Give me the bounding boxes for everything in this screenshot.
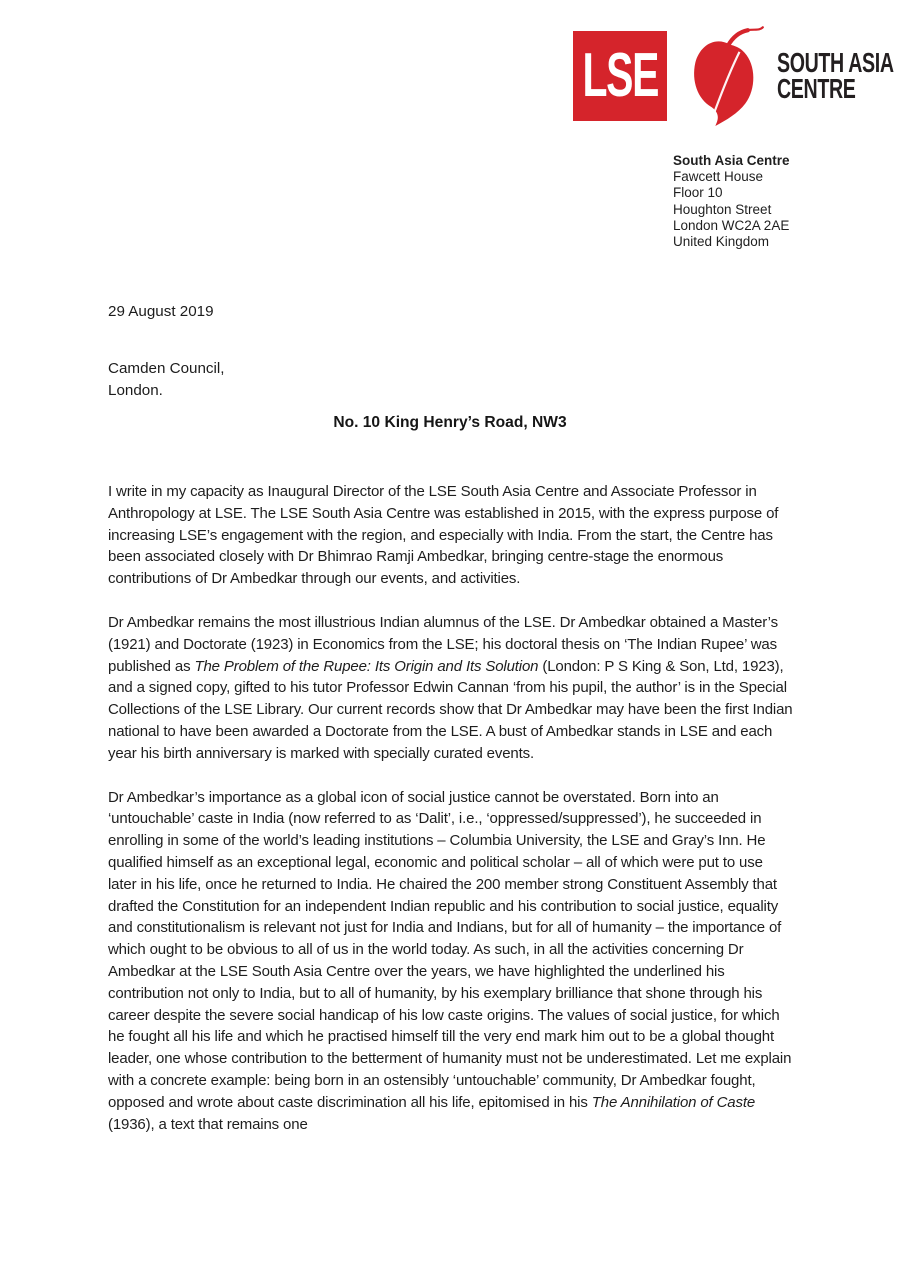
- recipient-line: Camden Council,: [108, 360, 225, 377]
- letter-body: [108, 481, 795, 1157]
- subject-line: No. 10 King Henry’s Road, NW3: [333, 414, 567, 431]
- sender-address-line: Floor 10: [673, 185, 723, 201]
- book-title-italic: The Annihilation of Caste: [591, 1093, 756, 1111]
- lse-logo-text: LSE: [582, 41, 658, 110]
- wordmark-line-2: CENTRE: [777, 73, 856, 104]
- sender-address-line: United Kingdom: [673, 234, 770, 250]
- recipient-line: London.: [108, 382, 163, 399]
- paragraph-text: (London: P S King & Son, Ltd, 1923), and a signed copy, gifted to his tutor Professor Edwin Cannan ‘from his pupil, the author’ is in the Special Collections of the LSE Library. Our current records show that Dr Ambedkar may have been the first Indian national to have been awarded a Doctorate from the LSE. A bust of Ambedkar stands in LSE and each year his birth anniversary is marked with specially curated events.: [108, 657, 793, 762]
- paragraph-text: Dr Ambedkar’s importance as a global icon of social justice cannot be overstated. Born into an ‘untouchable’ caste in India (now referred to as ‘Dalit’, i.e., ‘oppressed/suppressed’), he succeeded in enrolling in some of the world’s leading institutions – Columbia University, the LSE and Gray’s Inn. He qualified himself as an exceptional legal, economic and political scholar – all of which were put to use later in his life, once he returned to India. He chaired the 200 member strong Constituent Assembly that drafted the Constitution for an independent Indian republic and his contribution to social justice, equality and constitutionalism is relevant not just for India and Indians, but for all of humanity – the importance of which ought to be obvious to all of us in the world today. As such, in all the activities concerning Dr Ambedkar at the LSE South Asia Centre over the years, we have highlighted the underlined his contribution not only to India, but to all of humanity, by his exemplary brilliance that shone through his career despite the severe social handicap of his low caste origins. The values of social justice, for which he fought all his life and which he practised himself till the very end mark him out to be a global thought leader, one whose contribution to the betterment of humanity must not be underestimated. Let me explain with a concrete example: being born in an ostensibly ‘untouchable’ community, Dr Ambedkar fought, opposed and wrote about caste discrimination all his life, epitomised in his: [108, 788, 792, 1111]
- wordmark-line-1: SOUTH ASIA: [777, 46, 894, 78]
- recipient-block: [108, 358, 225, 402]
- body-paragraph: [108, 787, 795, 1136]
- bodhi-leaf-icon: [679, 26, 775, 126]
- sender-address-line: Houghton Street: [673, 201, 772, 217]
- sender-address: [673, 153, 790, 250]
- body-paragraph: [108, 481, 795, 590]
- sender-address-name: South Asia Centre: [673, 153, 790, 168]
- sender-address-line: London WC2A 2AE: [673, 217, 790, 233]
- paragraph-text: Dr Ambedkar remains the most illustrious Indian alumnus of the LSE. Dr Ambedkar obtained a Master’s (1921) and Doctorate (1923) in Economics from the LSE; his doctoral thesis on ‘The Indian Rupee’ was published as: [108, 613, 778, 675]
- south-asia-centre-wordmark: [777, 46, 894, 104]
- book-title-italic: The Problem of the Rupee: Its Origin and Its Solution: [194, 657, 539, 675]
- body-paragraph: [108, 612, 795, 765]
- paragraph-text: (1936), a text that remains one: [108, 1115, 308, 1133]
- lse-logo: [573, 31, 667, 121]
- letter-date: 29 August 2019: [108, 303, 214, 320]
- paragraph-text: I write in my capacity as Inaugural Director of the LSE South Asia Centre and Associate Professor in Anthropology at LSE. The LSE South Asia Centre was established in 2015, with the express purpose of increasing LSE’s engagement with the region, and especially with India. From the start, the Centre has been associated closely with Dr Bhimrao Ramji Ambedkar, bringing centre-stage the enormous contributions of Dr Ambedkar through our events, and activities.: [108, 483, 779, 588]
- lse-south-asia-centre-logo: [573, 30, 900, 122]
- sender-address-line: Fawcett House: [673, 169, 764, 185]
